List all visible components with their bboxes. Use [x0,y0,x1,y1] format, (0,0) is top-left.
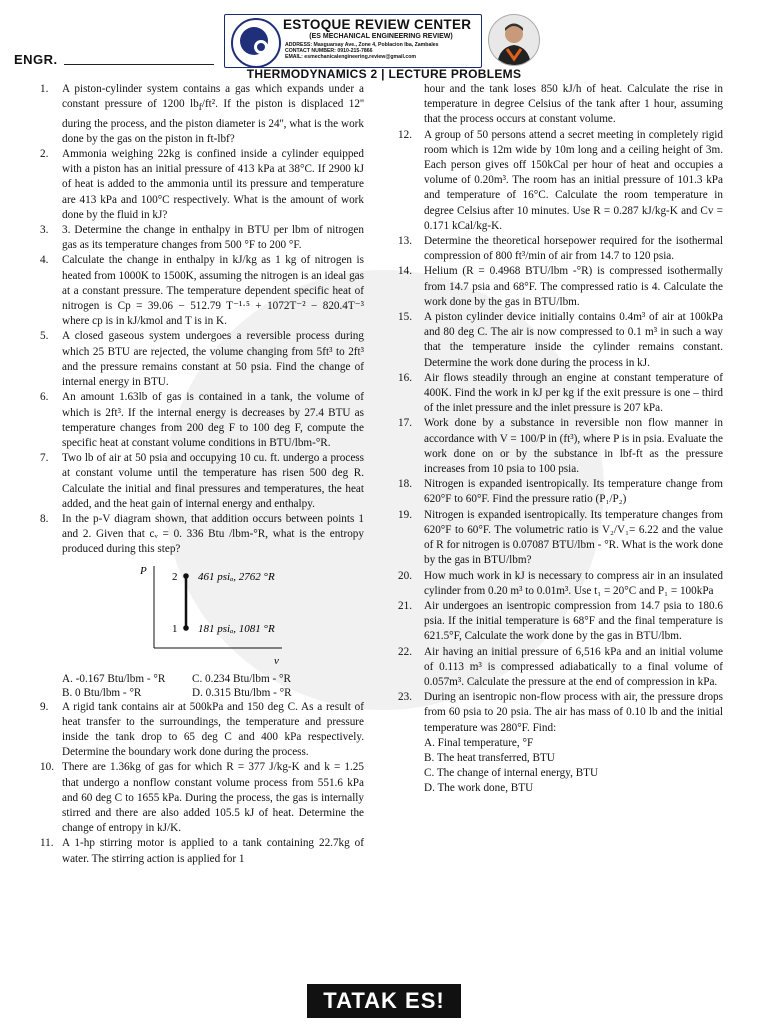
problem-text: Nitrogen is expanded isentropically. Its temperature changes from 620°F to 60°F. The volumetric ratio is V₂/V₁= 6.22 and the value of R for nitrogen is 0.07087 BTU/lbm - °R. What is the work done by the gas in BTU/lbm? [424,508,723,567]
center-contact-block [285,42,481,60]
problem-number: 13. [398,235,412,248]
problem-text: Work done by a substance in reversible non flow manner in accordance with V = 100/P in (ft³), where P is in psia. Evaluate the work done on or by the substance in lbf-ft as the pressure increases from 10 psia to 100 psia. [424,417,723,476]
problem-23-options [424,736,723,797]
problem-text: Ammonia weighing 22kg is confined inside a cylinder equipped with a piston has an initial pressure of 413 kPa at 38°C. If 2900 kJ of heat is added to the ammonia until its pressure and temperature are 413 kPa and 100°C respectively. What is the amount of work done by the fluid in kJ? [62,148,364,221]
problem-number: 4. [40,254,49,267]
problem-number: 8. [40,512,49,525]
problem-number: 11. [40,837,54,850]
problem-number: 5. [40,330,49,343]
pv-point1-text: 181 psiₐ, 1081 °R [198,622,275,635]
problem-text: During an isentropic non-flow process with air, the pressure drops from 60 psia to 20 psia. The air has mass of 0.10 lb and the initial temperature was 280°F. Find: [424,691,723,734]
problem-item [398,416,723,477]
problem-item [398,645,723,691]
engr-label: ENGR. [14,52,58,67]
problem-item [398,599,723,645]
answer-option: A. -0.167 Btu/lbm - °R [62,672,166,685]
problem-text: Calculate the change in enthalpy in kJ/kg as 1 kg of nitrogen is heated from 1000K to 1500K, assuming the nitrogen is an ideal gas at a constant pressure. The temperature dependent specific heat of nitrogen is Cp = 39.06 − 512.79 T⁻¹·⁵ + 1072T⁻² − 820.4T⁻³ where cp is in kJ/kmol and T is in K. [62,254,365,328]
problem-text: Air undergoes an isentropic compression from 14.7 psia to 180.6 psia. If the initial temperature is 68°F and the final temperature is 621.5°F, Calculate the work done by the gas in BTU/lbm. [424,599,723,643]
problem-text: An amount 1.63lb of gas is contained in a tank, the volume of which is 2ft³. If the internal energy is decreases by 27.4 BTU as temperature changes from 200 deg F to 100 deg F, compute the specific heat at constant volume conditions in BTU/lbm-°R. [62,391,364,449]
problem-text: There are 1.36kg of gas for which R = 377 J/kg-K and k = 1.25 that undergo a nonflow constant volume process from 551.6 kPa and 60 deg C to 1655 kPa. During the process, the gas is internally stirred and there are also added 105.5 kJ of heat. Determine the change of entropy in kJ/K. [62,761,364,835]
pv-point2-text: 461 psiₐ, 2762 °R [198,570,275,583]
page-title: THERMODYNAMICS 2 | LECTURE PROBLEMS [246,67,522,81]
problem-number: 14. [398,265,412,278]
problem-number: 2. [40,148,49,161]
problem-item [398,234,723,264]
problem-item [398,690,723,736]
problem-item [40,836,364,866]
gear-icon [254,40,268,54]
right-column [398,82,723,797]
problem-text: In the p-V diagram shown, that addition occurs between points 1 and 2. Given that cᵥ = 0. 336 Btu /lbm-°R, what is the entropy produced during this step? [62,512,364,556]
answer-option: B. The heat transferred, BTU [424,751,555,764]
pv-point2-label: 2 [172,570,178,583]
answer-option: D. 0.315 Btu/lbm - °R [192,686,292,699]
pv-axis-p: P [140,564,147,577]
problem-text: A closed gaseous system undergoes a reversible process during which 25 BTU are rejected, the volume changing from 5ft³ to 2ft³ and the pressure remains constant at 50 psia. Find the change of internal energy in BTU. [62,330,364,389]
answer-option: A. Final temperature, °F [424,736,534,749]
answer-option: C. 0.234 Btu/lbm - °R [192,672,291,685]
problem-number: 7. [40,452,49,465]
problem-number: 18. [398,478,412,491]
center-name: ESTOQUE REVIEW CENTER [283,17,472,32]
problem-item [40,451,364,512]
problem-text: 3. Determine the change in enthalpy in BTU per lbm of nitrogen gas as its temperature changes from 500 °F to 200 °F. [62,224,364,252]
problem-item [40,253,365,329]
problem-item [398,310,723,371]
pv-axis-v: v [274,654,279,667]
problem-number: 9. [40,700,49,713]
problem-item [398,371,723,417]
problem-item [398,477,723,507]
pv-diagram [62,562,364,670]
problem-text: A 1-hp stirring motor is applied to a tank containing 22.7kg of water. The stirring action is applied for 1 [62,837,364,865]
center-subtitle: (ES MECHANICAL ENGINEERING REVIEW) [309,33,453,40]
problem-text: Two lb of air at 50 psia and occupying 10 cu. ft. undergo a process at constant volume until the temperature has risen 500 deg R. Calculate the initial and final pressures and temperatures, the heat added, and the heat gain of internal energy and enthalpy. [62,452,364,510]
problem-text: A piston cylinder device initially contains 0.4m³ of air at 100kPa and 80 deg C. The air is now compressed to 0.1 m³ in such a way that the temperature inside the cylinder remains constant. Determine the work done during the process in kJ. [424,311,723,369]
problem-item [40,147,364,223]
answer-option: C. The change of internal energy, BTU [424,767,599,780]
problem-text: A piston-cylinder system contains a gas which expands under a constant pressure of 1200 $lb_f$/ft². If the piston is displaced 12'' during the process, and the piston diameter is 24'', what is the work done by the gas on the piston in ft-lbf? [62,83,364,145]
problem-8-options [62,672,322,700]
problem-number: 1. [40,83,49,95]
problem-text: A group of 50 persons attend a secret meeting in completely rigid room which is 12m wide by 10m long and a ceiling height of 3m. Each person gives off 150kCal per hour of heat and occupies a volume of 0.20m³. The room has an initial pressure of 101.3 kPa and temperature of 16°C. Calculate the room temperature in degree Celsius after 10 minutes. Use R = 0.287 kJ/kg-K and Cv = 0.171 kCal/kg-K. [424,128,723,232]
problem-text: Determine the theoretical horsepower required for the isothermal compression of 800 ft³/min of air from 14.7 to 120 psia. [424,235,723,263]
pv-point1-label: 1 [172,622,178,635]
problem-number: 21. [398,599,412,612]
problem-text: A rigid tank contains air at 500kPa and 150 deg C. As a result of heat transfer to the surroundings, the temperature and pressure inside the tank drop to 65 deg C and 400 kPa respectively. Determine the boundary work done during the process. [62,700,364,759]
problem-number: 12. [398,128,412,141]
left-column [40,82,365,867]
problem-item [398,128,723,234]
problem-item [40,760,364,836]
email-line: EMAIL: esmechanicalengineering.review@gmail.com [285,54,417,60]
name-blank-line [64,64,214,65]
problem-number: 16. [398,371,412,384]
problem-number: 23. [398,691,412,704]
problem-number: 3. [40,224,49,237]
problem-item [40,700,364,761]
problem-number: 17. [398,417,412,430]
problem-item [398,264,723,310]
problem-text: Nitrogen is expanded isentropically. Its temperature change from 620°F to 60°F. Find the pressure ratio (P₁/P₂) [424,478,723,506]
answer-option: D. The work done, BTU [424,782,534,795]
problem-number: 22. [398,645,412,658]
problem-number: 15. [398,311,412,324]
problem-item [398,508,723,569]
problem-item [40,329,364,390]
page-header [0,0,768,81]
contact-line: CONTACT NUMBER: 0910-215-7866 [285,48,373,54]
problem-text: Air having an initial pressure of 6,516 kPa and an initial volume of 0.113 m³ is compressed adiabatically to a final volume of 0.057m³. Calculate the pressure at the end of compression in kPa. [424,645,723,688]
problem-text: hour and the tank loses 850 kJ/h of heat. Calculate the rise in temperature in degree Celsius of the tank after 1 hour, assuming that the process occurs at constant volume. [424,83,723,126]
review-center-logo-icon [231,18,281,68]
problem-item [40,390,364,451]
problem-item [40,512,364,558]
answer-option: B. 0 Btu/lbm - °R [62,686,142,699]
problem-number: 10. [40,761,54,774]
problem-text: Helium (R = 0.4968 BTU/lbm -°R) is compressed isothermally from 14.7 psia and 68°F. The compressed ratio is 4. Calculate the work done by the gas in BTU/lbm. [424,265,723,308]
problem-number: 19. [398,508,412,521]
problem-item [424,82,723,128]
footer-slogan: TATAK ES! [307,984,461,1018]
address-line: ADDRESS: Masguarsay Ave., Zone 4, Poblacion Iba, Zambales [285,42,439,48]
problem-item [40,223,364,253]
problem-text: How much work in kJ is necessary to compress air in an insulated cylinder from 0.20 m³ to 0.01m³. Use t₁ = 20°C and P₁ = 100kPa [424,569,723,597]
review-center-banner [224,14,482,68]
problem-item [40,82,364,147]
problem-number: 20. [398,569,412,582]
problem-number: 6. [40,391,49,404]
instructor-avatar [488,14,540,66]
problem-text: Air flows steadily through an engine at constant temperature of 400K. Find the work in kJ per kg if the exit pressure is one – third of the inlet pressure and the inlet pressure is 207 kPa. [424,371,723,415]
problem-item [398,569,723,599]
